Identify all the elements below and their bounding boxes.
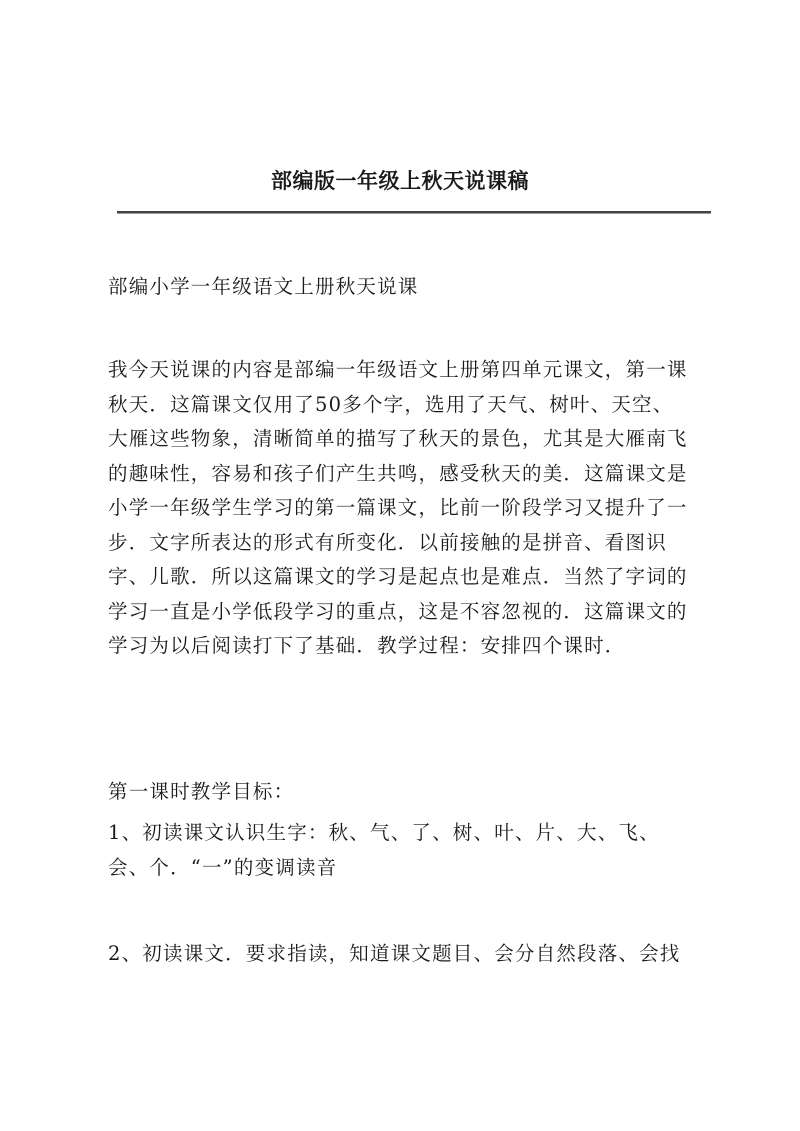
intro-line: 学习一直是小学低段学习的重点，这是不容忽视的．这篇课文的 [108,599,688,623]
intro-line: 步．文字所表达的形式有所变化．以前接触的是拼音、看图识 [108,530,667,554]
goal-two-line: 2、初读课文．要求指读，知道课文题目、会分自然段落、会找 [108,942,681,965]
intro-line: 字、儿歌．所以这篇课文的学习是起点也是难点．当然了字词的 [108,565,688,588]
intro-line: 我今天说课的内容是部编一年级语文上册第四单元课文，第一课 [108,358,688,381]
intro-line: 学习为以后阅读打下了基础．教学过程：安排四个课时． [108,634,626,657]
intro-line: 的趣味性，容易和孩子们产生共鸣，感受秋天的美．这篇课文是 [108,461,688,485]
intro-paragraph [108,353,708,664]
document-subtitle [108,270,708,305]
goal-one-line: 1、初读课文认识生字：秋、气、了、树、叶、片、大、飞、 [108,821,660,844]
lesson-heading-text: 第一课时教学目标： [108,780,295,803]
document-title: 部编版一年级上秋天说课稿 [271,168,529,193]
intro-line: 小学一年级学生学习的第一篇课文，比前一阶段学习又提升了一 [108,496,688,519]
title-divider [117,211,711,214]
goal-one-paragraph [108,816,708,885]
subtitle-line: 部编小学一年级语文上册秋天说课 [108,275,419,298]
intro-line: 秋天．这篇课文仅用了50多个字，选用了天气、树叶、天空、 [108,392,674,416]
goal-one-line: 会、个．“一”的变调读音 [108,855,338,879]
intro-line: 大雁这些物象，清晰简单的描写了秋天的景色，尤其是大雁南飞 [108,427,688,450]
lesson-heading [108,775,708,810]
goal-two-paragraph [108,937,708,972]
